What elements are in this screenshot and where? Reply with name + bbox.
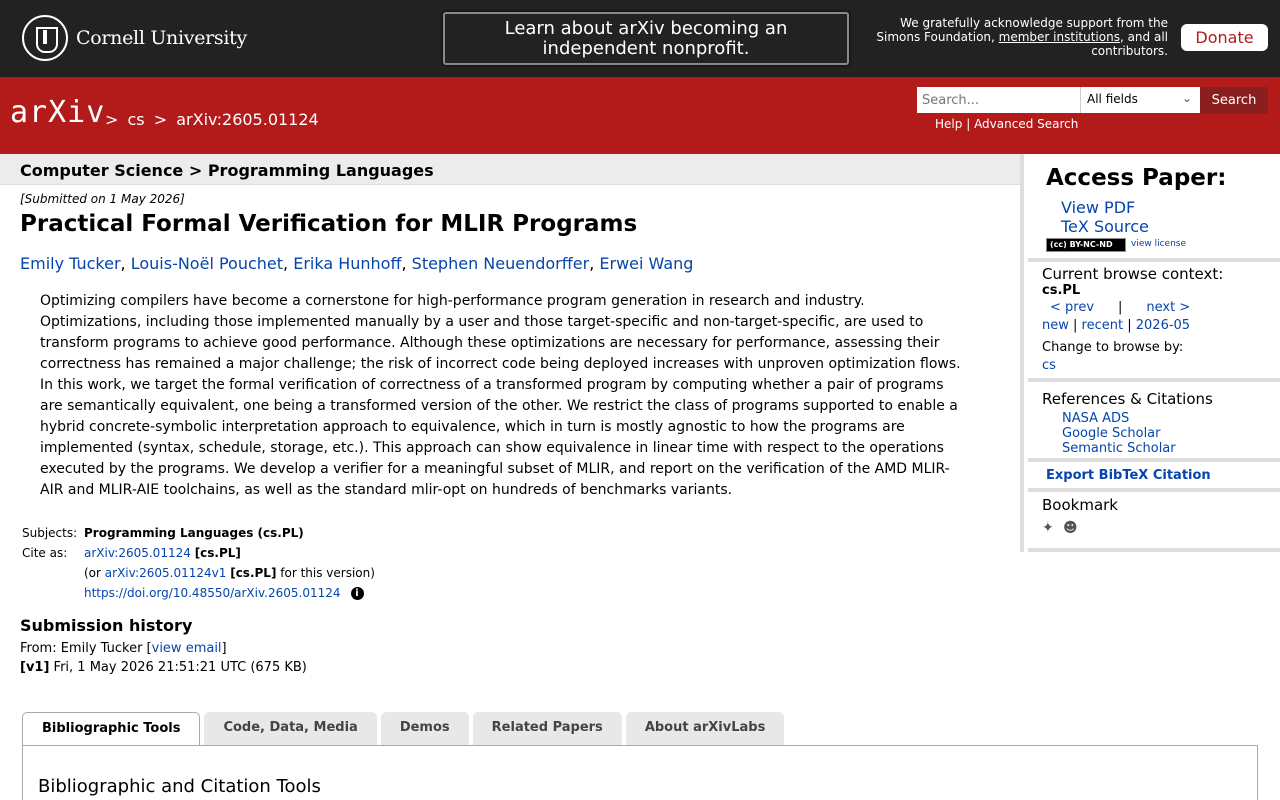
version-entry: [v1] Fri, 1 May 2026 21:51:21 UTC (675 KB) [20,660,307,675]
access-paper-box [1028,154,1280,262]
labs-tabs [22,712,788,746]
view-pdf-link[interactable]: View PDF [1061,198,1136,217]
cite-version-link[interactable]: arXiv:2605.01124v1 [104,566,227,580]
tab-related-papers[interactable]: Related Papers [473,712,622,745]
author-link[interactable]: Louis-Noël Pouchet [130,254,284,273]
paper-title: Practical Formal Verification for MLIR Programs [20,211,638,237]
references-title: References & Citations [1042,390,1213,408]
license-badge[interactable]: (cc) BY-NC-ND [1046,238,1126,252]
abstract [40,291,970,501]
author-link[interactable]: Erika Hunhoff [293,254,402,273]
month-link[interactable]: 2026-05 [1135,318,1191,333]
cite-link[interactable]: arXiv:2605.01124 [84,546,191,560]
browse-cs-link[interactable]: cs [1042,358,1056,373]
author-link[interactable]: Erwei Wang [599,254,694,273]
export-bibtex-link[interactable]: Export BibTeX Citation [1046,468,1211,483]
browse-context-box [1028,262,1280,382]
reddit-icon[interactable]: ☻ [1063,520,1078,536]
metadata-table: Subjects: Programming Languages (cs.PL) Cite as: arXiv:2605.01124 [cs.PL] (or arXiv:2605.01124v1 [cs.PL] for this version) https://doi.org/10.48550/arXiv.2605.01124 i [22,526,375,600]
export-box [1028,462,1280,492]
semantic-scholar-link[interactable]: Semantic Scholar [1062,441,1176,456]
submitted-from: From: Emily Tucker [view email] [20,641,227,656]
view-license-link[interactable]: view license [1131,239,1187,249]
sidebar [1020,154,1280,552]
top-bar [0,0,1280,77]
tab-bibliographic-tools[interactable]: Bibliographic Tools [22,712,200,746]
abstract-paragraph: Optimizing compilers have become a cornerstone for high-performance program generation in research and industry. Optimizations, including those implemented manually by a user and those target-specific and non-target-specific, are used to transform programs to achieve good performance. Although these optimizations are necessary for performance, assessing their correctness has remained a major challenge; the risk of incorrect code being deployed increases with unproven optimization flows. [40,293,961,372]
subjects-label: Subjects: [22,526,78,540]
tab-code-data-media[interactable]: Code, Data, Media [204,712,376,745]
browse-context-title: Current browse context: [1042,265,1224,283]
help-link[interactable]: Help [935,117,963,131]
browse-context-value: cs.PL [1042,283,1081,298]
version-tag[interactable]: [v1] [20,660,50,675]
change-browse-label: Change to browse by: [1042,340,1184,355]
breadcrumb: > cs > arXiv:2605.01124 [105,110,319,129]
tab-about-arxivlabs[interactable]: About arXivLabs [626,712,785,745]
chevron-down-icon: ⌄ [1181,91,1192,105]
recent-link[interactable]: recent [1081,318,1124,333]
prev-next-nav: < prev | next > [1050,300,1191,315]
bookmark-title: Bookmark [1042,496,1118,514]
member-institutions-link[interactable]: member institutions [998,30,1120,44]
advanced-search-link[interactable]: Advanced Search [974,117,1079,131]
search-input[interactable] [917,87,1080,113]
acknowledgement: We gratefully acknowledge support from the Simons Foundation, member institutions, and all contributors. [876,16,1168,58]
search-field-select[interactable]: All fields ⌄ [1080,87,1200,113]
listing-links: new | recent | 2026-05 [1042,318,1191,333]
doi-link[interactable]: https://doi.org/10.48550/arXiv.2605.01124 [84,586,341,600]
search-button[interactable]: Search [1200,87,1268,114]
breadcrumb-paper-id: arXiv:2605.01124 [176,110,319,129]
donate-button[interactable]: Donate [1181,24,1268,51]
tex-source-link[interactable]: TeX Source [1061,217,1149,236]
access-paper-title: Access Paper: [1046,165,1227,191]
subject-heading-bar [0,154,1020,185]
breadcrumb-cs[interactable]: cs [127,110,145,129]
next-link[interactable]: next > [1146,300,1191,315]
nasa-ads-link[interactable]: NASA ADS [1062,411,1130,426]
submission-history-title: Submission history [20,616,193,635]
abstract-paragraph: In this work, we target the formal verification of correctness of a transformed program by computing whether a pair of programs are semantically equivalent, one being a transformed version of the other. We restrict the class of programs supported to enable a hybrid concrete-symbolic interpretation approach to equivalence, which in turn is mostly agnostic to how the programs are implemented (syntax, schedule, storage, etc.). This approach can show equivalence in linear time with respect to the operations executed by the programs. We develop a verifier for a meaningful subset of MLIR, and report on the verification of the AMD MLIR-AIR and MLIR-AIE toolchains, as well as the standard mlir-opt on hundreds of benchmarks variants. [40,377,958,498]
nonprofit-banner[interactable]: Learn about arXiv becoming an independent nonprofit. [443,12,849,65]
author-list: Emily Tucker, Louis-Noël Pouchet, Erika Hunhoff, Stephen Neuendorffer, Erwei Wang [20,254,694,273]
author-link[interactable]: Emily Tucker [20,254,121,273]
arxiv-logo[interactable]: arXiv [10,95,106,130]
cornell-seal-icon [22,15,68,61]
references-box [1028,382,1280,462]
submitted-date: [Submitted on 1 May 2026] [20,192,185,206]
prev-link[interactable]: < prev [1050,300,1095,315]
cornell-logo[interactable] [22,15,247,61]
info-icon[interactable]: i [351,587,364,600]
cornell-name: Cornell University [76,27,247,49]
subject-heading: Computer Science > Programming Languages [20,161,434,180]
bookmark-box [1028,492,1280,552]
cite-label: Cite as: [22,546,68,560]
tab-panel-title: Bibliographic and Citation Tools [38,776,321,797]
google-scholar-link[interactable]: Google Scholar [1062,426,1161,441]
help-links: Help | Advanced Search [935,117,1079,131]
new-link[interactable]: new [1042,318,1069,333]
tab-panel [22,745,1258,800]
view-email-link[interactable]: view email [151,641,222,656]
bibsonomy-icon[interactable]: ✦ [1042,520,1054,536]
author-link[interactable]: Stephen Neuendorffer [411,254,590,273]
tab-demos[interactable]: Demos [381,712,469,745]
subjects-value: Programming Languages (cs.PL) [84,526,304,540]
